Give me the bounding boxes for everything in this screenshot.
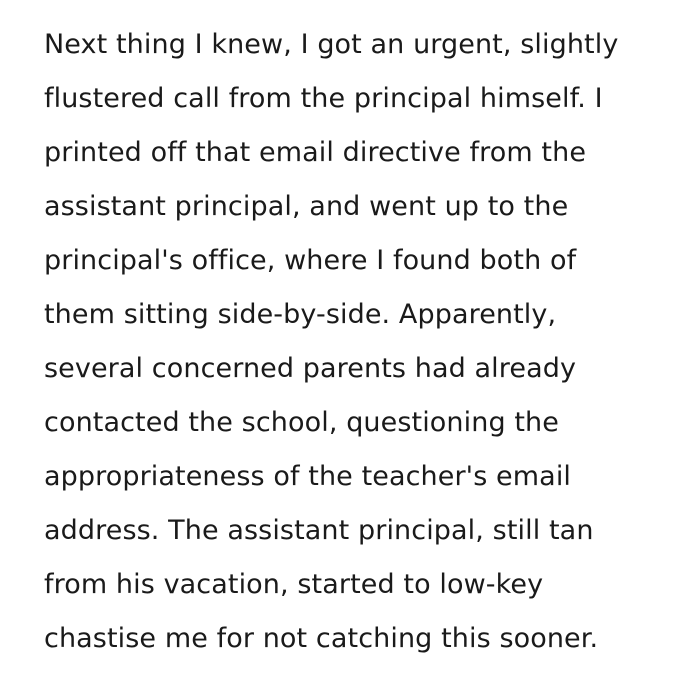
paragraph-line: Next thing I knew, I got an urgent, slightly [44, 29, 619, 60]
paragraph-line: printed off that email directive from the [44, 137, 587, 168]
paragraph-line: address. The assistant principal, still tan [44, 515, 594, 546]
paragraph-line: chastise me for not catching this sooner. [44, 623, 599, 654]
paragraph-line: from his vacation, started to low-key [44, 569, 544, 600]
paragraph-line: several concerned parents had already [44, 353, 577, 384]
paragraph-line: them sitting side-by-side. Apparently, [44, 299, 557, 330]
paragraph-line: assistant principal, and went up to the [44, 191, 569, 222]
story-paragraph [44, 18, 694, 666]
paragraph-line: principal's office, where I found both of [44, 245, 577, 276]
paragraph-line: contacted the school, questioning the [44, 407, 559, 438]
paragraph-line: appropriateness of the teacher's email [44, 461, 572, 492]
paragraph-line: flustered call from the principal himself. I [44, 83, 603, 114]
